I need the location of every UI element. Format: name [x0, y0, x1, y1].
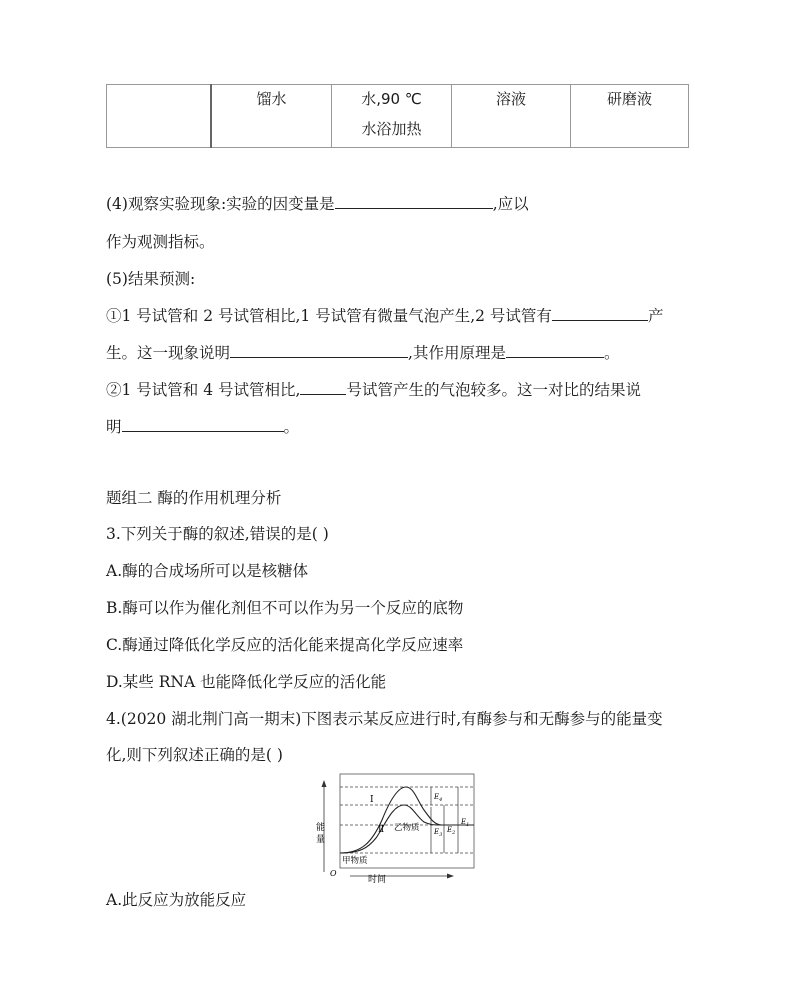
- question-text: ,其作用原理是: [408, 344, 506, 362]
- e3-label: $E_3$: [434, 828, 443, 838]
- e4-label: $E_4$: [434, 793, 443, 803]
- question-stem: 化,则下列叙述正确的是( ): [106, 746, 283, 764]
- table-cell: 研磨液: [606, 90, 652, 108]
- question-line: [106, 417, 299, 437]
- question-line: 作为观测指标。: [106, 233, 215, 251]
- y-label: 量: [316, 835, 326, 845]
- table-cell: 馏水: [256, 90, 287, 108]
- table-border-top: [106, 84, 689, 85]
- question-line: [106, 380, 641, 400]
- reactant-label: 甲物质: [342, 856, 368, 866]
- answer-blank[interactable]: [335, 194, 493, 209]
- answer-blank[interactable]: [230, 343, 408, 358]
- question-text: 。: [283, 418, 300, 436]
- origin-label: O: [330, 869, 337, 878]
- curve-2-label: Ⅱ: [378, 825, 385, 835]
- option-d[interactable]: D.某些 RNA 也能降低化学反应的活化能: [106, 673, 387, 691]
- question-text: 明: [106, 418, 122, 436]
- option-c[interactable]: C.酶通过降低化学反应的活化能来提高化学反应速率: [106, 636, 464, 654]
- question-line: [106, 343, 619, 363]
- curve-1-label: Ⅰ: [370, 795, 374, 805]
- product-label: 乙物质: [394, 823, 420, 833]
- question-stem: 4.(2020 湖北荆门高一期末)下图表示某反应进行时,有酶参与和无酶参与的能量变: [106, 710, 663, 728]
- x-label: 时间: [368, 875, 387, 884]
- answer-blank[interactable]: [506, 343, 604, 358]
- question-text: ①1 号试管和 2 号试管相比,1 号试管有微量气泡产生,2 号试管有: [106, 307, 552, 325]
- table-cell: 水,90 ℃: [361, 90, 422, 108]
- y-label: 能: [316, 823, 326, 833]
- answer-blank[interactable]: [300, 380, 346, 395]
- question-line: [106, 194, 529, 214]
- e2-label: $E_2$: [447, 826, 456, 836]
- answer-blank[interactable]: [552, 306, 648, 321]
- table-cell: 水浴加热: [361, 120, 422, 138]
- table-border-right: [688, 84, 689, 148]
- section-title: 题组二 酶的作用机理分析: [106, 489, 282, 507]
- energy-diagram: [310, 772, 480, 884]
- question-text: 号试管产生的气泡较多。这一对比的结果说: [346, 381, 641, 399]
- question-line: (5)结果预测:: [106, 270, 196, 288]
- curve-2: [340, 805, 442, 853]
- question-text: 产: [647, 307, 664, 325]
- table-cell: 溶液: [495, 90, 526, 108]
- table-border-left: [106, 84, 107, 148]
- question-text: 生。这一现象说明: [106, 344, 231, 362]
- y-axis-arrow-icon: [322, 780, 327, 787]
- curve-1: [340, 787, 474, 853]
- question-stem: 3.下列关于酶的叙述,错误的是( ): [106, 525, 329, 543]
- x-axis-arrow-icon: [447, 874, 454, 879]
- question-line: [106, 306, 663, 326]
- question-text: ,应以: [492, 195, 529, 213]
- answer-blank[interactable]: [122, 417, 284, 432]
- option-b[interactable]: B.酶可以作为催化剂但不可以作为另一个反应的底物: [106, 599, 464, 617]
- question-text: 。: [603, 344, 620, 362]
- diagram-frame: [340, 774, 474, 868]
- question-text: (4)观察实验现象:实验的因变量是: [106, 195, 335, 213]
- option-a[interactable]: A.此反应为放能反应: [106, 891, 247, 909]
- experiment-table: [106, 84, 689, 148]
- e1-label: $E_1$: [461, 818, 470, 828]
- question-text: ②1 号试管和 4 号试管相比,: [106, 381, 301, 399]
- option-a[interactable]: A.酶的合成场所可以是核糖体: [106, 562, 309, 580]
